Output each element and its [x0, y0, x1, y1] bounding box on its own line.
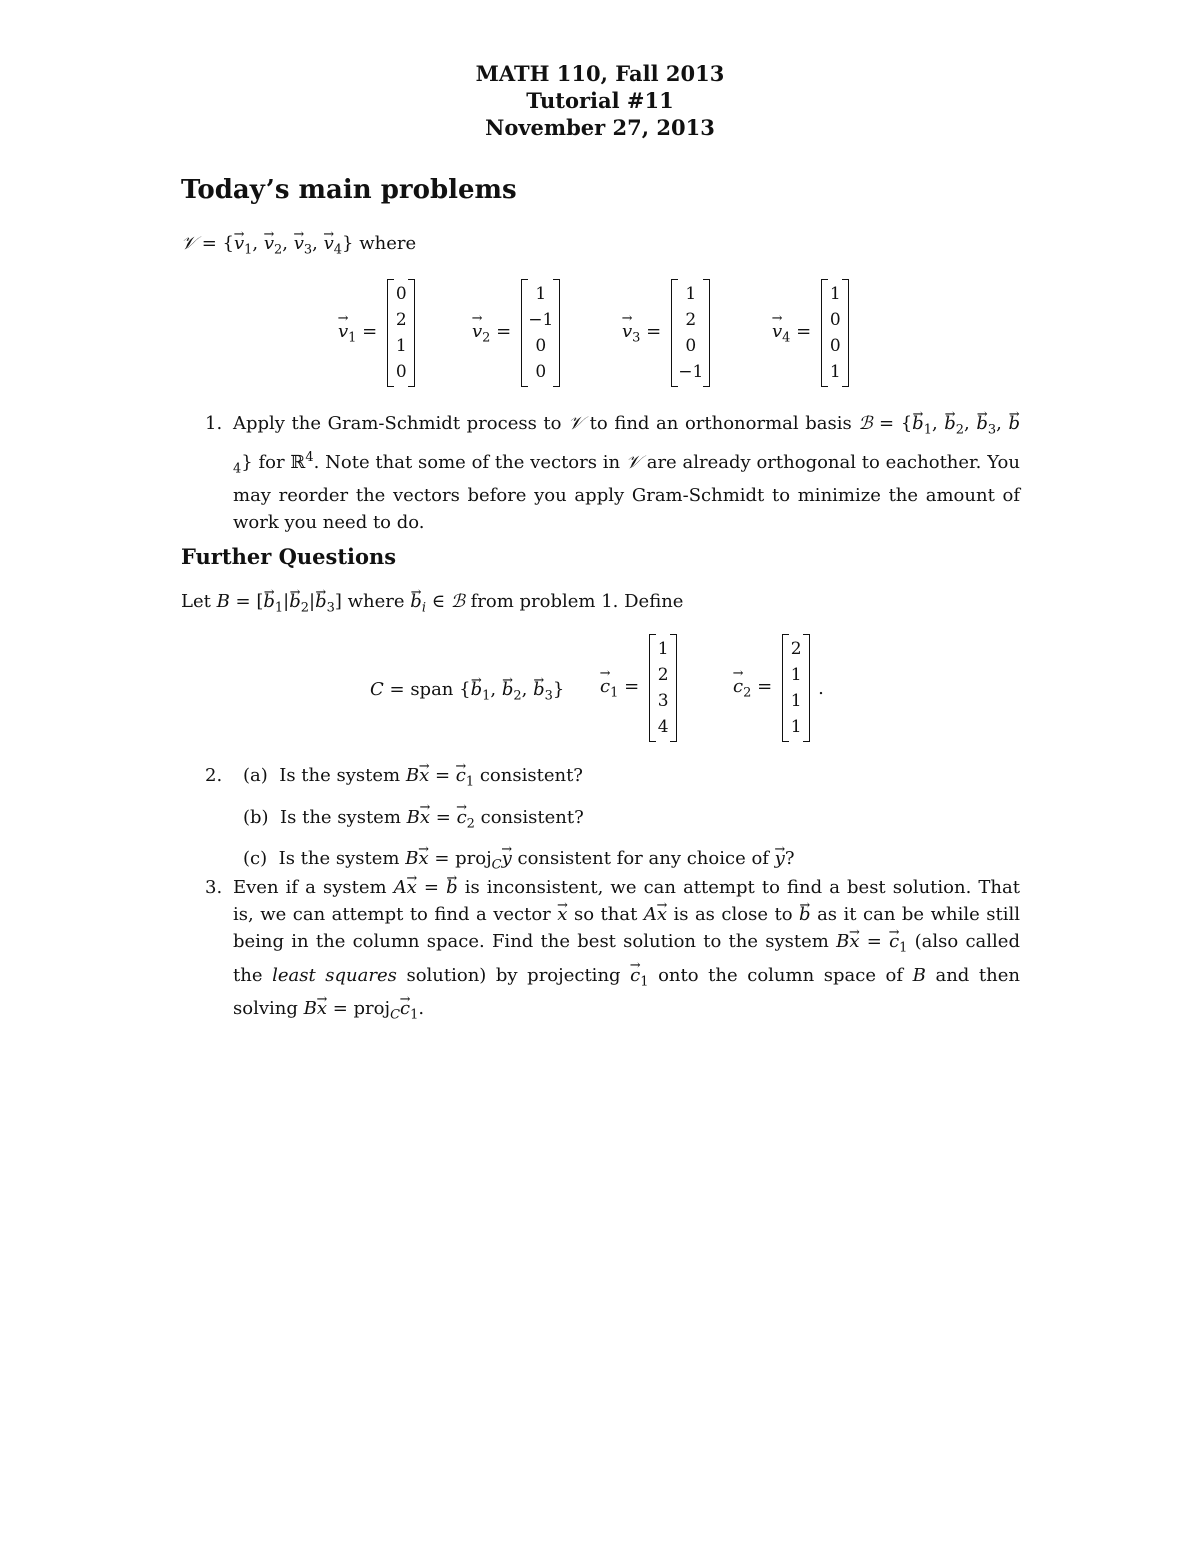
vector-v1: → $v_1$ = 0 2 1 0 — [338, 279, 415, 387]
vector-c1: → $c_1$ = 1 2 3 4 — [600, 634, 677, 742]
problem-2 — [205, 762, 1020, 879]
problem-1 — [205, 410, 1020, 536]
problem-1-text: Apply the Gram-Schmidt process to 𝒱 to find an orthonormal basis ℬ = {→ $b_1$, → $b_2$, → $b_3$, → $b_4$} for ℝ$^4$. Note that some of the vectors in 𝒱 are already orthogonal to eachother. You may reorder the vectors before you apply Gram-Schmidt to minimize the amount of work you need to do. — [233, 410, 1020, 536]
problem-number: 1. — [205, 413, 223, 434]
problem-3 — [205, 874, 1020, 1029]
problem-2-part-b: (b) Is the system B→ x = → $c_2$ consistent? — [243, 804, 1020, 838]
matrix-v2: 1 −1 0 0 — [521, 279, 560, 387]
problem-2-part-a: (a) Is the system B→ x = → $c_1$ consistent? — [243, 762, 1020, 796]
definition-c-span: C = span {→ $b_1$, → $b_2$, → $b_3$} — [370, 676, 564, 710]
vector-c2: → $c_2$ = 2 1 1 1 . — [733, 634, 824, 742]
document-date: November 27, 2013 — [485, 115, 715, 140]
problem-number: 2. — [205, 765, 223, 786]
matrix-c2: 2 1 1 1 — [782, 634, 810, 742]
set-definition: 𝒱 = {→ $v_1$, → $v_2$, → $v_3$, → $v_4$} where — [181, 230, 416, 264]
section-heading-further-questions: Further Questions — [181, 544, 397, 569]
matrix-v1: 0 2 1 0 — [387, 279, 415, 387]
vector-v3: → $v_3$ = 1 2 0 −1 — [622, 279, 710, 387]
matrix-c1: 1 2 3 4 — [649, 634, 677, 742]
problem-number: 3. — [205, 877, 223, 898]
definition-b: Let B = [→ $b_1|\to b_2|\to b_3$] where → $b_i$ ∈ ℬ from problem 1. Define — [181, 588, 683, 622]
problem-2-part-c: (c) Is the system B→ x = proj$_C$→ y consistent for any choice of → y? — [243, 845, 1020, 879]
section-heading-main-problems: Today’s main problems — [181, 175, 517, 205]
problem-3-text: Even if a system A→ x = → b is inconsistent, we can attempt to find a best solution. That is, we can attempt to find a vector → x so that A→ x is as close to → b as it can be while still being in the column space. Find the best solution to the system B→ x = → $c_1$ (also called the least squares solution) by projecting → $c_1$ onto the column space of B and then solving B→ x = proj$_C$→ $c_1$. — [233, 874, 1020, 1029]
matrix-v4: 1 0 0 1 — [821, 279, 849, 387]
course-title: MATH 110, Fall 2013 — [475, 61, 725, 86]
matrix-v3: 1 2 0 −1 — [671, 279, 710, 387]
vector-v2: → $v_2$ = 1 −1 0 0 — [472, 279, 560, 387]
tutorial-title: Tutorial #11 — [526, 88, 674, 113]
vector-v4: → $v_4$ = 1 0 0 1 — [772, 279, 849, 387]
